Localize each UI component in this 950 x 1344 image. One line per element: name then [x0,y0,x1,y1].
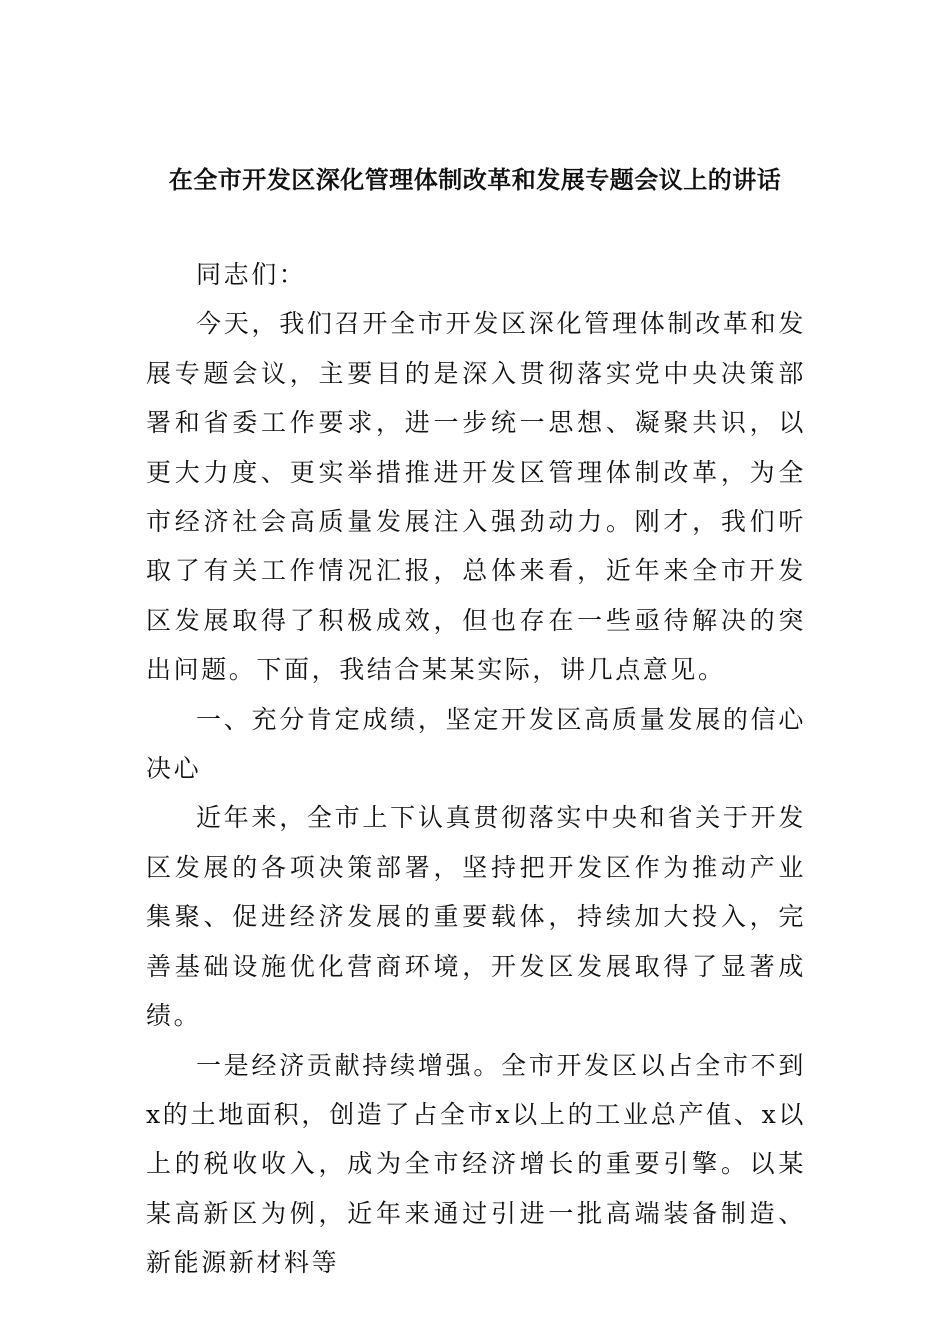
body-paragraph: 一是经济贡献持续增强。全市开发区以占全市不到x的土地面积，创造了占全市x以上的工业总产值、x以上的税收收入，成为全市经济增长的重要引擎。以某某高新区为例，近年来通过引进一批高端装备制造、新能源新材料等 [146,1050,806,1278]
intro-paragraph: 今天，我们召开全市开发区深化管理体制改革和发展专题会议，主要目的是深入贯彻落实党中央决策部署和省委工作要求，进一步统一思想、凝聚共识，以更大力度、更实举措推进开发区管理体制改革，为全市经济社会高质量发展注入强劲动力。刚才，我们听取了有关工作情况汇报，总体来看，近年来全市开发区发展取得了积极成效，但也存在一些亟待解决的突出问题。下面，我结合某某实际，讲几点意见。 [146,309,806,685]
body-paragraph: 近年来，全市上下认真贯彻落实中央和省关于开发区发展的各项决策部署，坚持把开发区作为推动产业集聚、促进经济发展的重要载体，持续加大投入，完善基础设施优化营商环境，开发区发展取得了显著成绩。 [146,803,806,1031]
document-title: 在全市开发区深化管理体制改革和发展专题会议上的讲话 [168,165,782,194]
salutation-paragraph: 同志们： [196,260,307,289]
section-heading-1: 一、充分肯定成绩，坚定开发区高质量发展的信心决心 [146,704,806,784]
document-body [146,250,806,1288]
